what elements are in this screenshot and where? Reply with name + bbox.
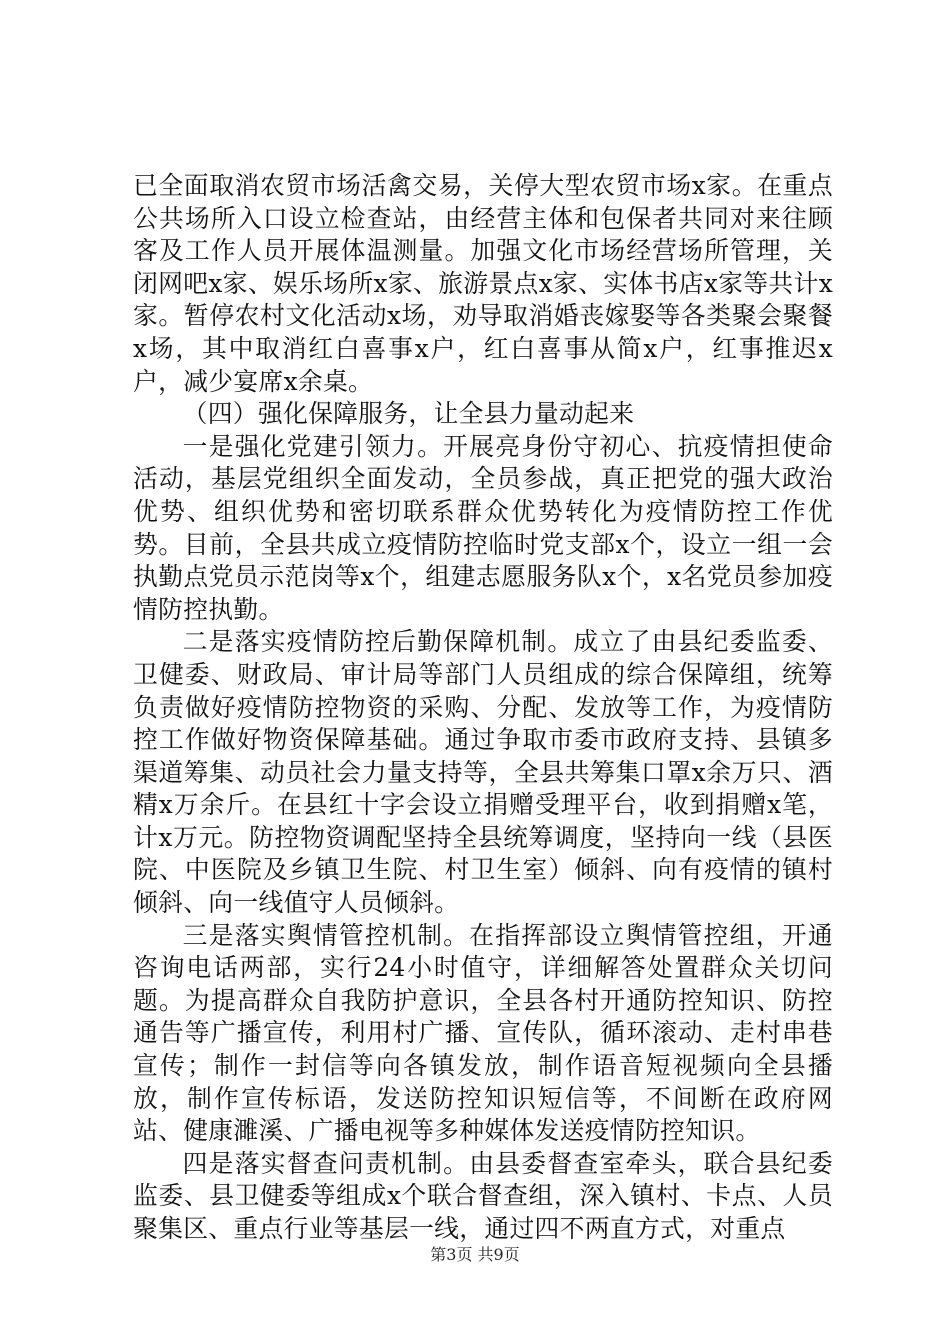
paragraph-4: 二是落实疫情防控后勤保障机制。成立了由县纪委监委、卫健委、财政局、审计局等部门人员组成的综合保障组，统筹负责做好疫情防控物资的采购、分配、发放等工作，为疫情防控工作做好物资保障基础。通过争取市委市政府支持、县镇多渠道筹集、动员社会力量支持等，全县共筹集口罩x余万只、酒精x万余斤。在县红十字会设立捐赠受理平台，收到捐赠x笔，计x万元。防控物资调配坚持全县统筹调度，坚持向一线（县医院、中医院及乡镇卫生院、村卫生室）倾斜、向有疫情的镇村倾斜、向一线值守人员倾斜。 xyxy=(133,627,833,918)
paragraph-6: 四是落实督查问责机制。由县委督查室牵头，联合县纪委监委、县卫健委等组成x个联合督查组，深入镇村、卡点、人员聚集区、重点行业等基层一线，通过四不两直方式，对重点 xyxy=(133,1148,833,1243)
page-number-footer: 第3页 共9页 xyxy=(430,1245,520,1264)
document-body xyxy=(133,170,833,1246)
paragraph-1: 已全面取消农贸市场活禽交易，关停大型农贸市场x家。在重点公共场所入口设立检查站，由经营主体和包保者共同对来往顾客及工作人员开展体温测量。加强文化市场经营场所管理，关闭网吧x家、娱乐场所x家、旅游景点x家、实体书店x家等共计x家。暂停农村文化活动x场，劝导取消婚丧嫁娶等各类聚会聚餐x场，其中取消红白喜事x户，红白喜事从简x户，红事推迟x户，减少宴席x余桌。 xyxy=(133,171,833,396)
paragraph-3: 一是强化党建引领力。开展亮身份守初心、抗疫情担使命活动，基层党组织全面发动，全员参战，真正把党的强大政治优势、组织优势和密切联系群众优势转化为疫情防控工作优势。目前，全县共成立疫情防控临时党支部x个，设立一组一会执勤点党员示范岗等x个，组建志愿服务队x个，x名党员参加疫情防控执勤。 xyxy=(133,431,833,624)
paragraph-5: 三是落实舆情管控机制。在指挥部设立舆情管控组，开通咨询电话两部，实行24小时值守，详细解答处置群众关切问题。为提高群众自我防护意识，全县各村开通防控知识、防控通告等广播宣传，利用村广播、宣传队，循环滚动、走村串巷宣传；制作一封信等向各镇发放，制作语音短视频向全县播放，制作宣传标语，发送防控知识短信等，不间断在政府网站、健康濉溪、广播电视等多种媒体发送疫情防控知识。 xyxy=(133,920,833,1146)
section-heading: （四）强化保障服务，让全县力量动起来 xyxy=(182,399,635,429)
